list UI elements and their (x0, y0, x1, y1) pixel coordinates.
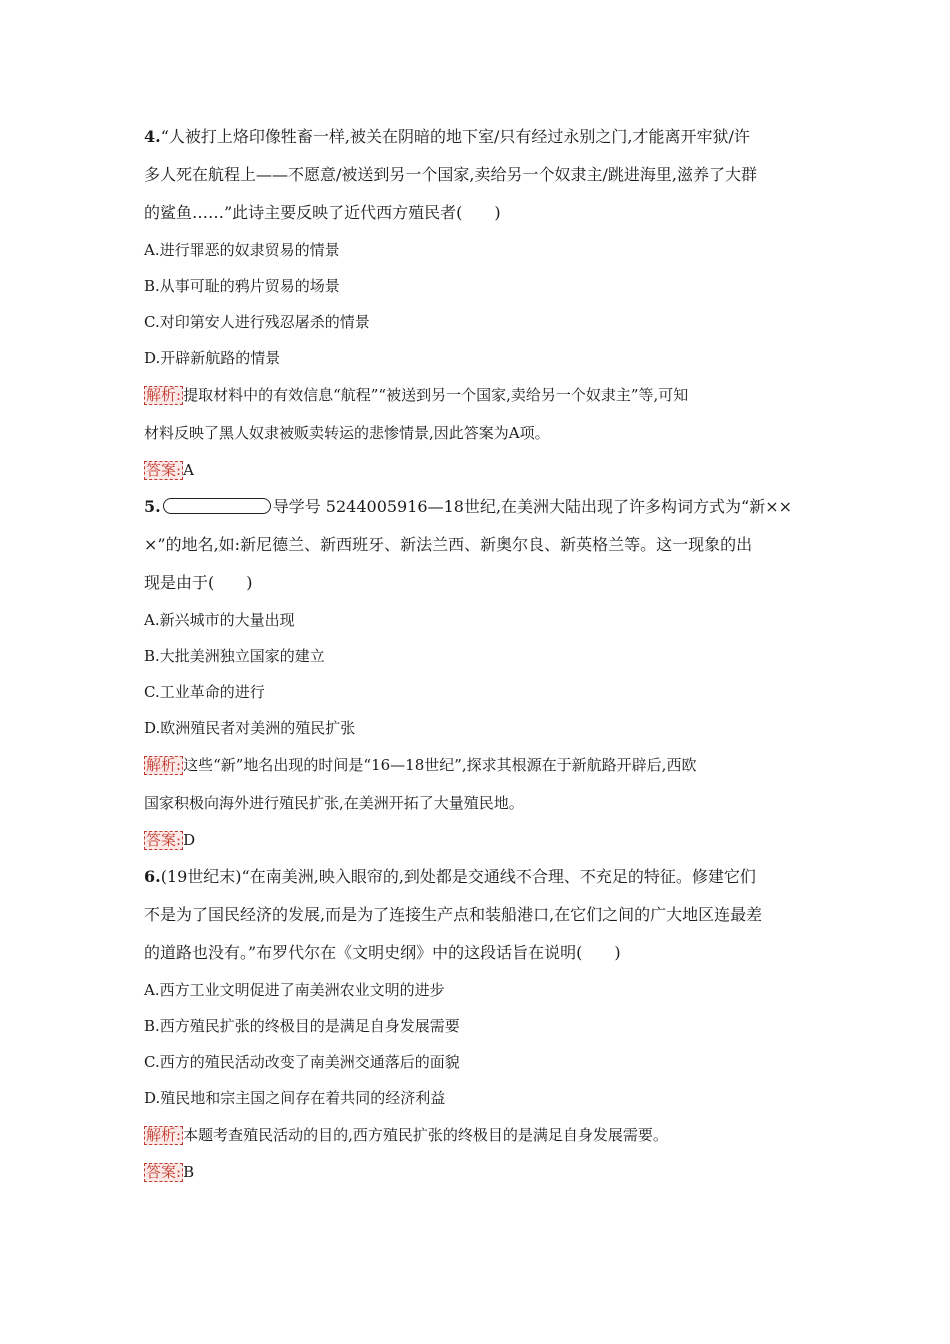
question-text-line: ×”的地名,如:新尼德兰、新西班牙、新法兰西、新奥尔良、新英格兰等。这一现象的出 (144, 535, 753, 554)
analysis-tag: 解析: (146, 756, 182, 774)
answer-value: B (183, 1163, 195, 1181)
option-c: C.对印第安人进行残忍屠杀的情景 (144, 313, 370, 331)
question-number: 4. (144, 127, 161, 146)
option-a: A.进行罪恶的奴隶贸易的情景 (144, 241, 340, 259)
answer-tag: 答案: (146, 831, 182, 849)
analysis-tag: 解析: (146, 1126, 182, 1144)
question-5 (144, 488, 812, 858)
question-6 (144, 858, 812, 1190)
option-b: B.西方殖民扩张的终极目的是满足自身发展需要 (144, 1017, 460, 1035)
question-text-line: 多人死在航程上——不愿意/被送到另一个国家,卖给另一个奴隶主/跳进海里,滋养了大群 (144, 165, 757, 184)
option-c: C.西方的殖民活动改变了南美洲交通落后的面貌 (144, 1053, 460, 1071)
guide-number-box (163, 498, 271, 514)
question-text-line: 不是为了国民经济的发展,而是为了连接生产点和装船港口,在它们之间的广大地区连最差 (144, 905, 763, 924)
answer-value: D (183, 831, 196, 849)
option-c: C.工业革命的进行 (144, 683, 265, 701)
question-text-line: 的鲨鱼……”此诗主要反映了近代西方殖民者( ) (144, 203, 501, 222)
answer-tag: 答案: (146, 461, 182, 479)
answer-line (144, 452, 812, 488)
question-text-line: 6.(19世纪末)“在南美洲,映入眼帘的,到处都是交通线不合理、不充足的特征。修建它们 (144, 867, 756, 886)
option-a: A.西方工业文明促进了南美洲农业文明的进步 (144, 981, 445, 999)
option-b: B.大批美洲独立国家的建立 (144, 647, 325, 665)
answer-value: A (183, 461, 194, 479)
question-4 (144, 118, 812, 488)
option-d: D.殖民地和宗主国之间存在着共同的经济利益 (144, 1089, 446, 1107)
analysis-line: 解析: 提取材料中的有效信息“航程”“被送到另一个国家,卖给另一个奴隶主”等,可知 (146, 386, 689, 404)
answer-line (144, 822, 812, 858)
question-number: 5. (144, 497, 161, 516)
option-d: D.开辟新航路的情景 (144, 349, 281, 367)
option-d: D.欧洲殖民者对美洲的殖民扩张 (144, 719, 356, 737)
question-text-line: 的道路也没有。”布罗代尔在《文明史纲》中的这段话旨在说明( ) (144, 943, 621, 962)
analysis-tag: 解析: (146, 386, 182, 404)
answer-line (144, 1154, 812, 1190)
question-text-line: 5. 导学号 5244005916—18世纪,在美洲大陆出现了许多构词方式为“新×× (144, 497, 793, 516)
question-number: 6. (144, 867, 161, 886)
question-text-line: 现是由于( ) (144, 573, 253, 592)
analysis-line: 解析: 这些“新”地名出现的时间是“16—18世纪”,探求其根源在于新航路开辟后,西欧 (146, 756, 697, 774)
analysis-line: 国家积极向海外进行殖民扩张,在美洲开拓了大量殖民地。 (144, 794, 524, 812)
question-text-line: 4.“人被打上烙印像牲畜一样,被关在阴暗的地下室/只有经过永别之门,才能离开牢狱/许 (144, 127, 750, 146)
document-page (144, 118, 812, 1190)
analysis-line: 材料反映了黑人奴隶被贩卖转运的悲惨情景,因此答案为A项。 (144, 424, 550, 442)
analysis-line: 解析: 本题考查殖民活动的目的,西方殖民扩张的终极目的是满足自身发展需要。 (146, 1126, 668, 1144)
option-b: B.从事可耻的鸦片贸易的场景 (144, 277, 340, 295)
answer-tag: 答案: (146, 1163, 182, 1181)
option-a: A.新兴城市的大量出现 (144, 611, 295, 629)
